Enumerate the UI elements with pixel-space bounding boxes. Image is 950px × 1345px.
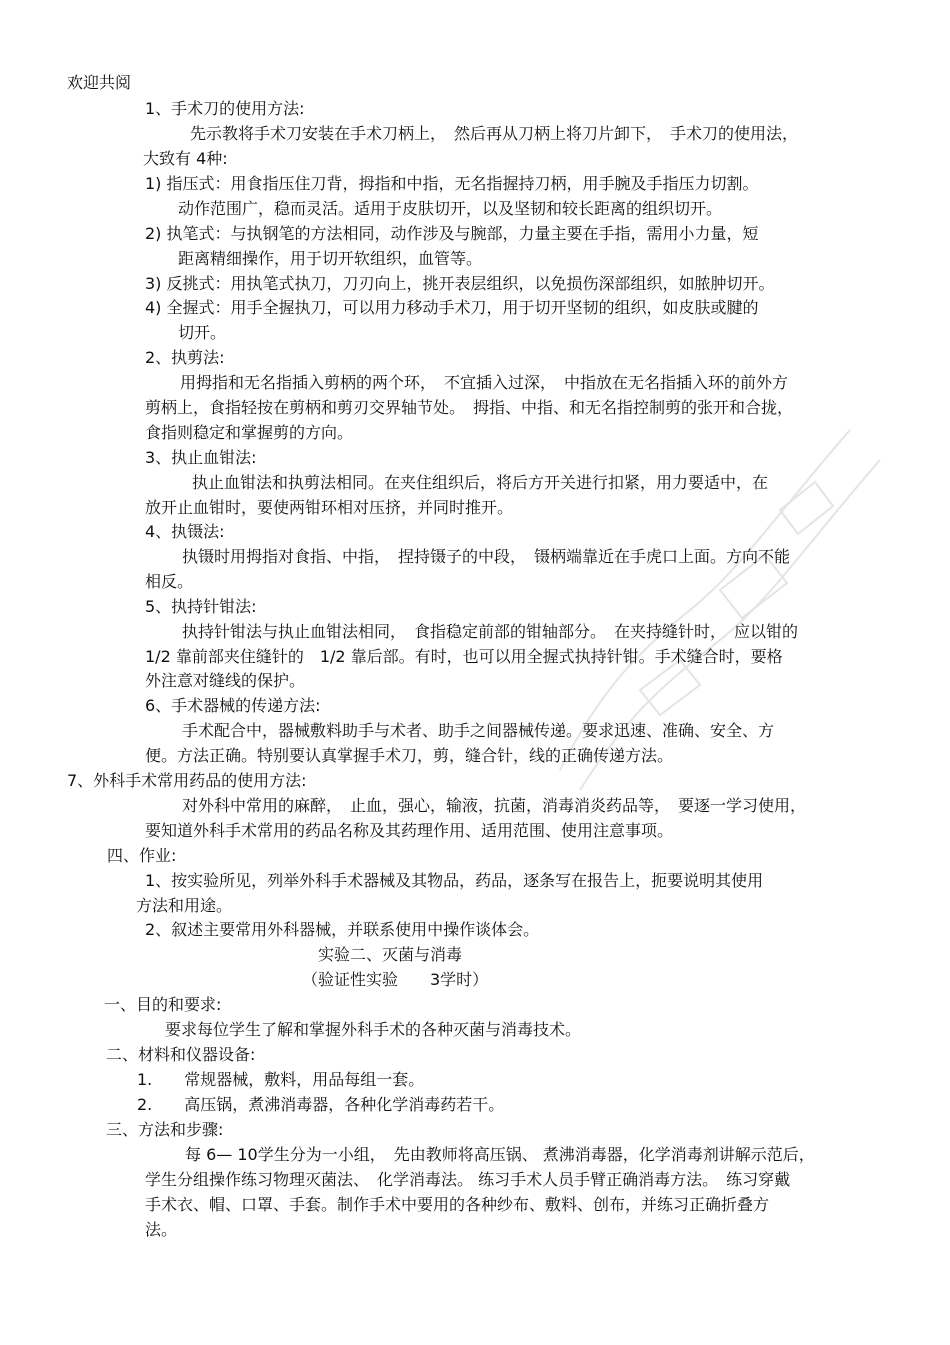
paragraph-line: 食指则稳定和掌握剪的方向。: [145, 423, 354, 442]
paragraph-line: 方法和用途。: [136, 896, 233, 915]
paragraph-line: 法。: [145, 1220, 178, 1239]
section-needle-holder-title: 5、执持针钳法:: [145, 597, 257, 616]
paragraph-line: 动作范围广，稳而灵活。适用于皮肤切开，以及坚韧和较长距离的组织切开。: [178, 199, 723, 218]
paragraph-line: 相反。: [145, 572, 194, 591]
paragraph-line: 手术配合中，器械敷料助手与术者、助手之间器械传递。要求迅速、准确、安全、方: [182, 721, 775, 740]
section-homework-title: 四、作业:: [107, 846, 177, 865]
section-materials-title: 二、材料和仪器设备:: [106, 1045, 256, 1064]
section-forceps-title: 4、执镊法:: [145, 522, 225, 541]
paragraph-line: 用拇指和无名指插入剪柄的两个环， 不宜插入过深， 中指放在无名指插入环的前外方: [180, 373, 789, 392]
list-item: 1、按实验所见，列举外科手术器械及其物品，药品，逐条写在报告上，扼要说明其使用: [145, 871, 764, 890]
section-scalpel-title: 1、手术刀的使用方法:: [145, 99, 305, 118]
list-item: 1. 常规器械，敷料，用品每组一套。: [137, 1070, 425, 1089]
list-item: 2) 执笔式：与执钢笔的方法相同，动作涉及与腕部，力量主要在手指，需用小力量，短: [145, 224, 759, 243]
section-scissors-title: 2、执剪法:: [145, 348, 225, 367]
paragraph-line: 1/2 靠前部夹住缝针的 1/2 靠后部。有时，也可以用全握式执持针钳。手术缝合时，要格: [145, 647, 783, 666]
paragraph-line: 先示教将手术刀安装在手术刀柄上， 然后再从刀柄上将刀片卸下， 手术刀的使用法，: [190, 124, 799, 143]
paragraph-line: 学生分组操作练习物理灭菌法、 化学消毒法。 练习手术人员手臂正确消毒方法。 练习穿戴: [145, 1170, 791, 1189]
paragraph-line: 要求每位学生了解和掌握外科手术的各种灭菌与消毒技术。: [165, 1020, 582, 1039]
section-hemostat-title: 3、执止血钳法:: [145, 448, 257, 467]
section-passing-title: 6、手术器械的传递方法:: [145, 696, 321, 715]
paragraph-line: 每 6— 10学生分为一小组， 先由教师将高压锅、 煮沸消毒器，化学消毒剂讲解示范后，: [185, 1145, 815, 1164]
experiment-title: 实验二、灭菌与消毒: [318, 945, 463, 964]
paragraph-line: 手术衣、帽、口罩、手套。制作手术中要用的各种纱布、敷料、创布，并练习正确折叠方: [145, 1195, 770, 1214]
paragraph-line: 距离精细操作，用于切开软组织，血管等。: [178, 249, 483, 268]
paragraph-line: 大致有 4种:: [143, 149, 228, 168]
paragraph-line: 要知道外科手术常用的药品名称及其药理作用、适用范围、使用注意事项。: [145, 821, 674, 840]
paragraph-line: 切开。: [178, 323, 227, 342]
list-item: 1) 指压式：用食指压住刀背，拇指和中指，无名指握持刀柄，用手腕及手指压力切割。: [145, 174, 759, 193]
page-header: 欢迎共阅: [67, 73, 132, 92]
paragraph-line: 放开止血钳时，要使两钳环相对压挤，并同时推开。: [145, 498, 514, 517]
paragraph-line: 便。方法正确。特别要认真掌握手术刀，剪，缝合针，线的正确传递方法。: [145, 746, 674, 765]
list-item: 4) 全握式：用手全握执刀，可以用力移动手术刀，用于切开坚韧的组织，如皮肤或腱的: [145, 298, 759, 317]
section-objectives-title: 一、目的和要求:: [104, 995, 222, 1014]
paragraph-line: 执止血钳法和执剪法相同。在夹住组织后，将后方开关进行扣紧，用力要适中，在: [192, 473, 769, 492]
list-item: 3) 反挑式：用执笔式执刀，刀刃向上，挑开表层组织，以免损伤深部组织，如脓肿切开。: [145, 274, 775, 293]
section-drugs-title: 7、外科手术常用药品的使用方法:: [67, 771, 307, 790]
section-methods-title: 三、方法和步骤:: [106, 1120, 224, 1139]
paragraph-line: 剪柄上，食指轻按在剪柄和剪刃交界轴节处。 拇指、中指、和无名指控制剪的张开和合拢，: [145, 398, 794, 417]
paragraph-line: 执镊时用拇指对食指、中指， 捏持镊子的中段， 镊柄端靠近在手虎口上面。方向不能: [182, 547, 791, 566]
paragraph-line: 对外科中常用的麻醉， 止血，强心，输液，抗菌，消毒消炎药品等， 要逐一学习使用，: [182, 796, 807, 815]
list-item: 2、叙述主要常用外科器械，并联系使用中操作谈体会。: [145, 920, 540, 939]
experiment-subtitle: （验证性实验 3学时）: [302, 970, 489, 989]
list-item: 2. 高压锅，煮沸消毒器，各种化学消毒药若干。: [137, 1095, 505, 1114]
paragraph-line: 外注意对缝线的保护。: [145, 671, 306, 690]
paragraph-line: 执持针钳法与执止血钳法相同， 食指稳定前部的钳轴部分。 在夹持缝针时， 应以钳的: [182, 622, 799, 641]
